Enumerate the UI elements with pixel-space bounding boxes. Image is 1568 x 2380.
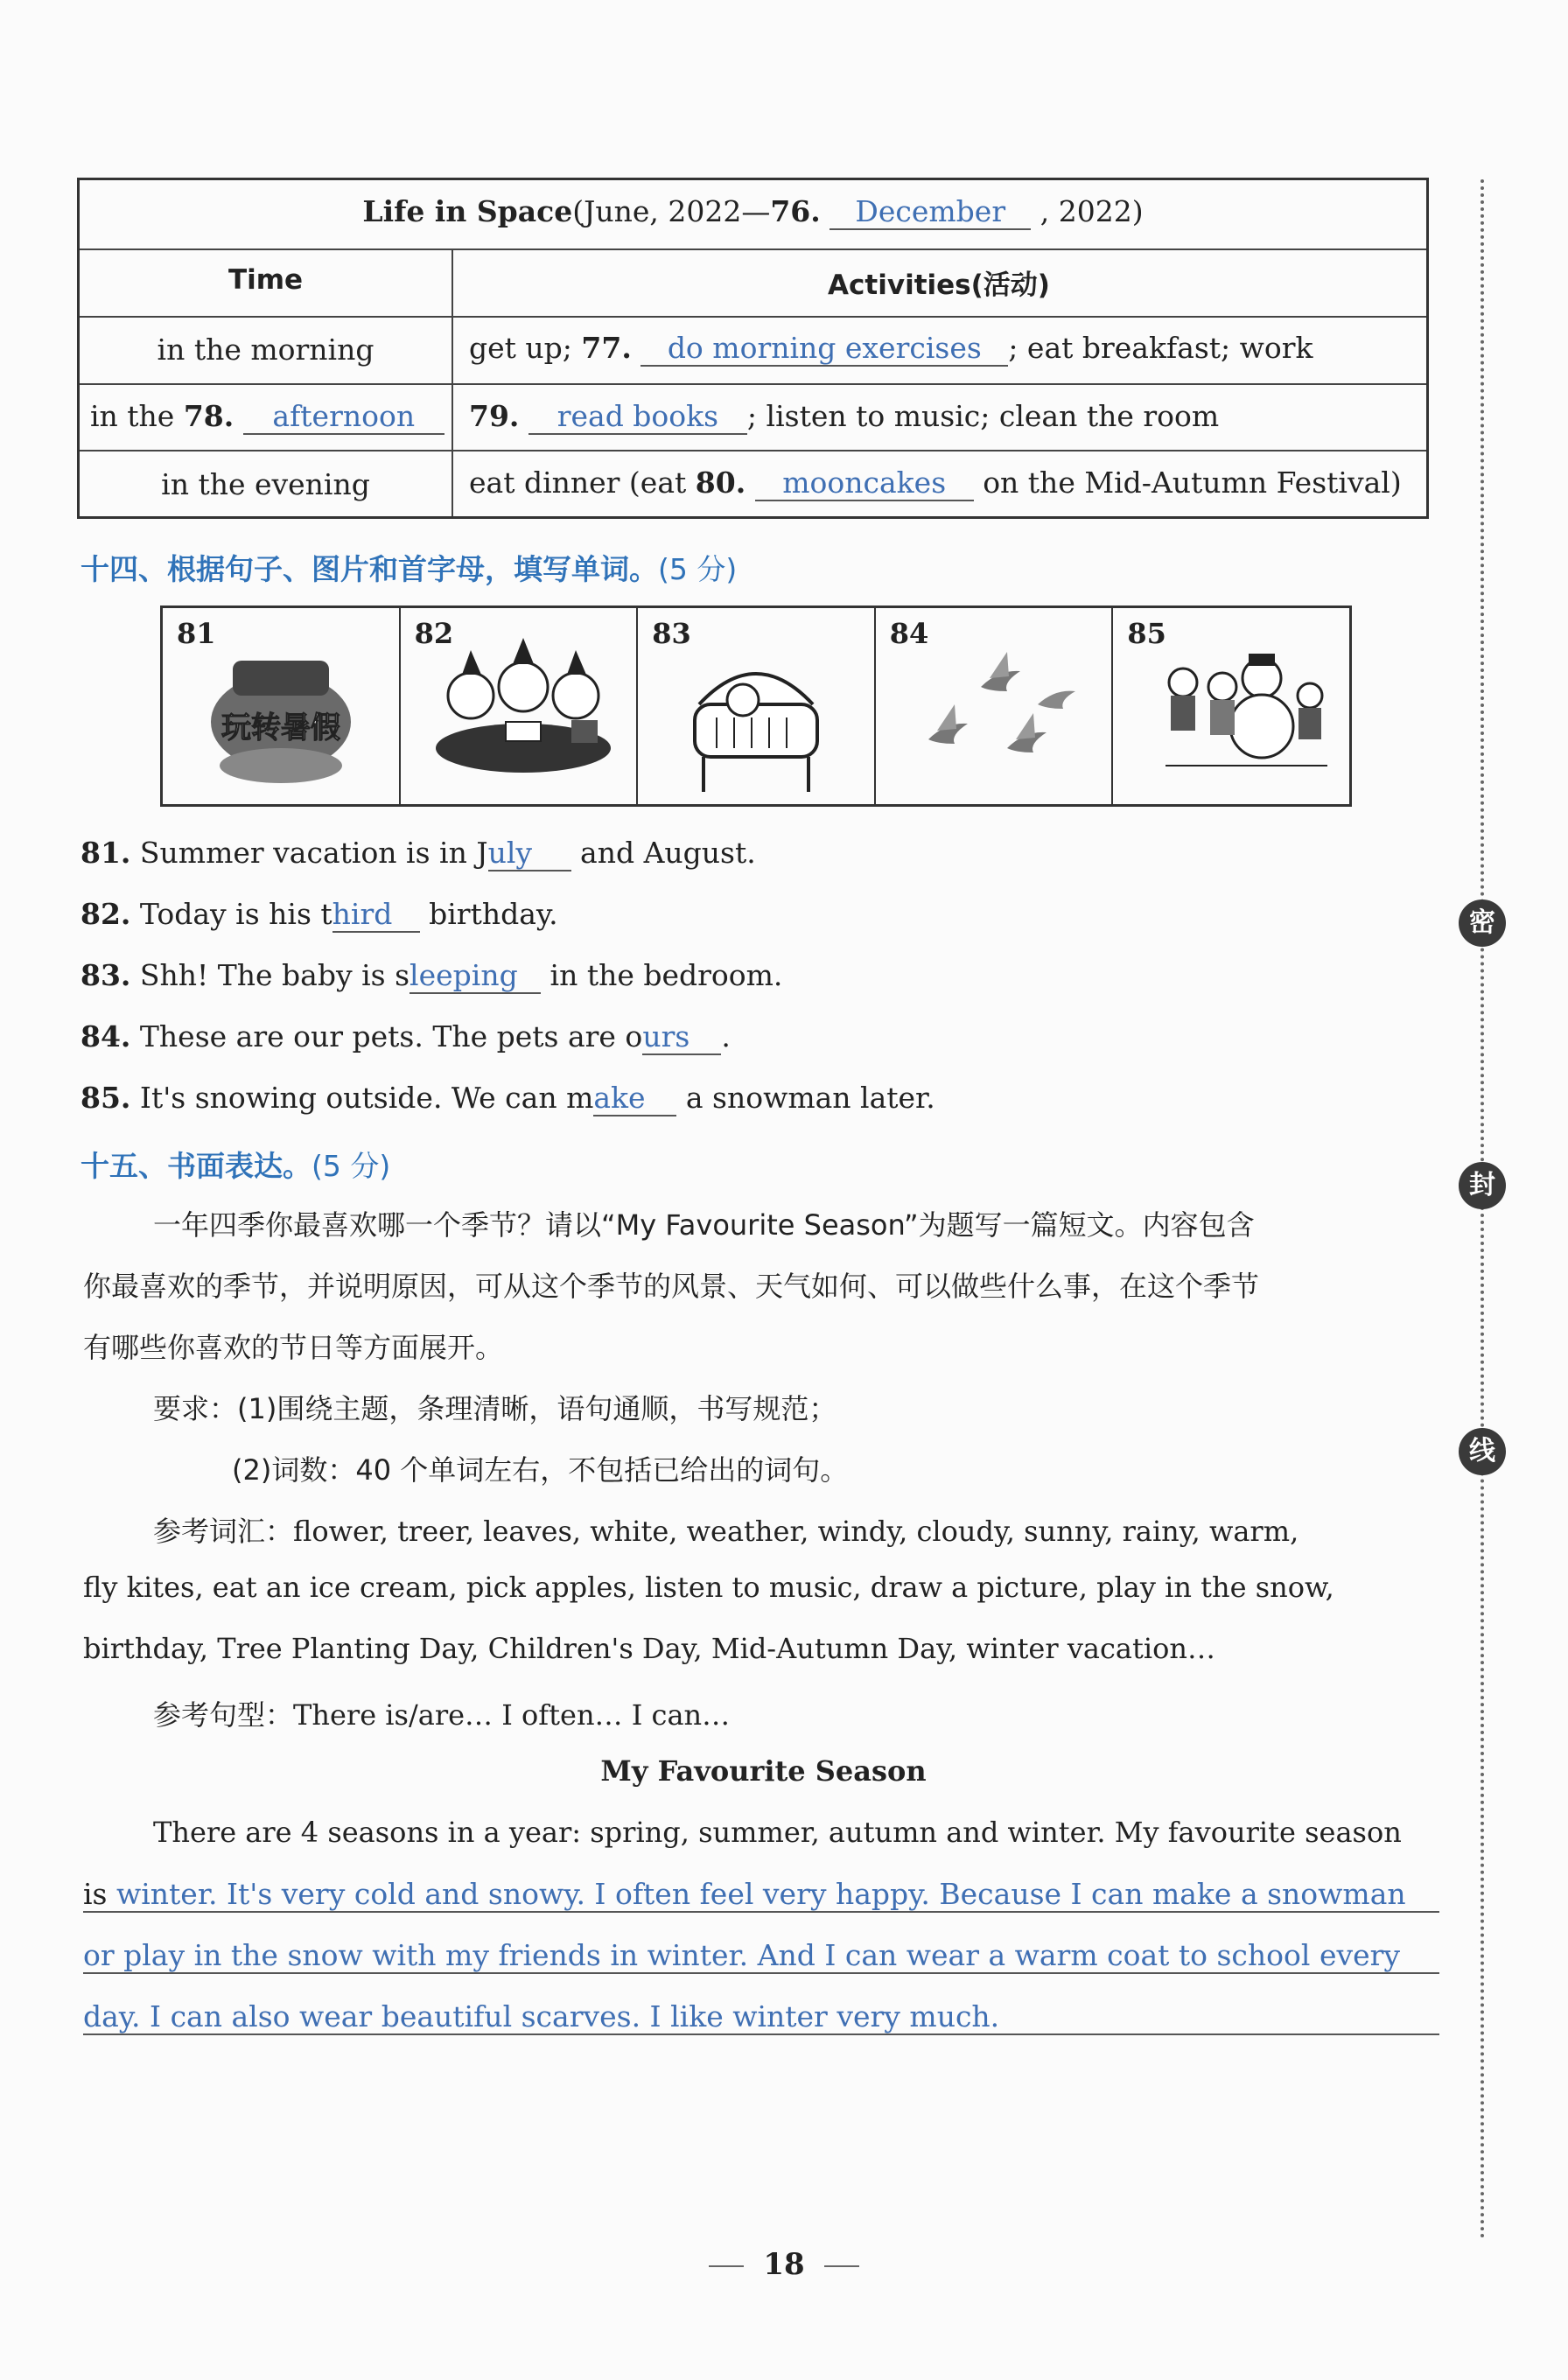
answer-81: uly bbox=[488, 836, 571, 872]
seal-mark-mi: 密 bbox=[1459, 900, 1506, 947]
activity-morning: get up; 77. do morning exercises ; eat breakfast; work bbox=[469, 331, 1313, 365]
binding-dotted-line bbox=[1480, 179, 1484, 2240]
answer-77: do morning exercises bbox=[640, 331, 1008, 367]
sentence-81: 81. Summer vacation is in July and August. bbox=[80, 836, 756, 870]
picture-85: 85 bbox=[1113, 608, 1349, 804]
picture-83: 83 bbox=[638, 608, 876, 804]
prompt-line-1: 一年四季你最喜欢哪一个季节？请以“My Favourite Season”为题写一篇短文。内容包含 bbox=[153, 1208, 1255, 1242]
requirement-2: (2)词数：40 个单词左右，不包括已给出的词句。 bbox=[232, 1453, 849, 1487]
time-morning: in the morning bbox=[157, 332, 374, 367]
picture-81: 81 玩转暑假 bbox=[163, 608, 401, 804]
prompt-line-2: 你最喜欢的季节，并说明原因，可从这个季节的风景、天气如何、可以做些什么事，在这个季节 bbox=[83, 1270, 1260, 1303]
essay-intro: There are 4 seasons in a year: spring, summer, autumn and winter. My favourite season bbox=[153, 1816, 1402, 1849]
life-in-space-table bbox=[77, 178, 1429, 519]
sentence-85: 85. It's snowing outside. We can make a snowman later. bbox=[80, 1081, 935, 1115]
time-evening: in the evening bbox=[161, 467, 370, 501]
essay-line-3: day. I can also wear beautiful scarves. I like winter very much. bbox=[83, 1999, 1439, 2035]
vocab-line-3: birthday, Tree Planting Day, Children's Day, Mid-Autumn Day, winter vacation… bbox=[83, 1632, 1215, 1665]
page-number: 18 bbox=[0, 2247, 1568, 2282]
summer-vacation-icon bbox=[163, 608, 399, 806]
table-title: Life in Space(June, 2022—76. December , 2022) bbox=[362, 194, 1144, 228]
section-14-heading: 十四、根据句子、图片和首字母，填写单词。(5 分) bbox=[80, 552, 738, 586]
prompt-line-3: 有哪些你喜欢的节日等方面展开。 bbox=[83, 1331, 504, 1364]
essay-line-2: or play in the snow with my friends in winter. And I can wear a warm coat to school every bbox=[83, 1938, 1439, 1974]
answer-80: mooncakes bbox=[755, 466, 974, 501]
answer-82: hird bbox=[332, 897, 420, 933]
answer-85: ake bbox=[593, 1081, 676, 1116]
activity-afternoon: 79. read books ; listen to music; clean the room bbox=[469, 399, 1220, 433]
sentence-patterns: 参考句型：There is/are… I often… I can… bbox=[153, 1698, 731, 1732]
essay-line-1: is winter. It's very cold and snowy. I often feel very happy. Because I can make a snowman bbox=[83, 1877, 1439, 1913]
sentence-82: 82. Today is his third birthday. bbox=[80, 897, 558, 931]
answer-84: urs bbox=[642, 1019, 721, 1055]
birds-icon bbox=[876, 608, 1112, 806]
picture-82: 82 bbox=[401, 608, 639, 804]
essay-title: My Favourite Season bbox=[600, 1754, 927, 1788]
answer-79: read books bbox=[528, 399, 747, 435]
col-activities-header: Activities(活动) bbox=[828, 270, 1050, 301]
answer-83: leeping bbox=[410, 958, 541, 994]
svg-text:玩转暑假: 玩转暑假 bbox=[221, 710, 340, 746]
picture-84: 84 bbox=[876, 608, 1114, 804]
sentence-83: 83. Shh! The baby is sleeping in the bedroom. bbox=[80, 958, 783, 992]
sleeping-baby-icon bbox=[638, 608, 874, 806]
seal-mark-xian: 线 bbox=[1459, 1428, 1506, 1475]
requirement-1: 要求：(1)围绕主题，条理清晰，语句通顺，书写规范； bbox=[153, 1392, 837, 1425]
answer-76: December bbox=[830, 194, 1031, 230]
col-time-header: Time bbox=[228, 264, 304, 296]
time-afternoon: in the 78. afternoon bbox=[90, 399, 444, 435]
vocab-line-2: fly kites, eat an ice cream, pick apples, listen to music, draw a picture, play in the snow, bbox=[83, 1571, 1334, 1604]
snowman-icon bbox=[1113, 608, 1349, 806]
seal-mark-feng: 封 bbox=[1459, 1162, 1506, 1209]
section-15-heading: 十五、书面表达。(5 分) bbox=[80, 1149, 391, 1183]
picture-strip bbox=[160, 606, 1352, 807]
activity-evening: eat dinner (eat 80. mooncakes on the Mid-Autumn Festival) bbox=[469, 466, 1402, 500]
answer-78: afternoon bbox=[243, 399, 444, 435]
vocab-line-1: 参考词汇：flower, treer, leaves, white, weather, windy, cloudy, sunny, rainy, warm, bbox=[153, 1515, 1299, 1548]
sentence-84: 84. These are our pets. The pets are ours . bbox=[80, 1019, 731, 1054]
birthday-party-icon bbox=[401, 608, 637, 806]
